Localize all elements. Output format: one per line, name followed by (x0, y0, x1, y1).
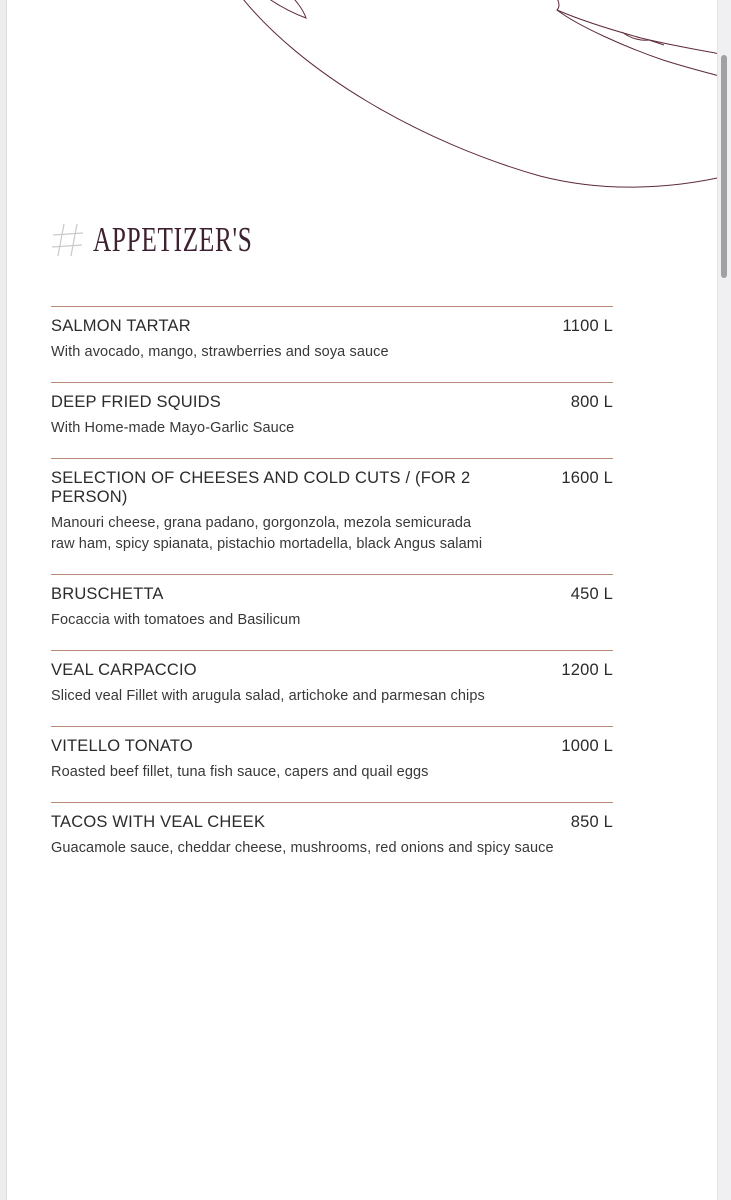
menu-item-tacos-veal-cheek (51, 802, 613, 878)
item-price: 800 L (570, 393, 613, 411)
menu-item-salmon-tartar (51, 306, 613, 382)
page-left-edge (0, 0, 7, 1200)
section-header (51, 216, 613, 259)
scrollbar-thumb[interactable] (721, 55, 727, 278)
menu-content (51, 0, 613, 878)
menu-item-bruschetta (51, 574, 613, 650)
item-description: With avocado, mango, strawberries and soya sauce (51, 344, 389, 360)
plate-detail (622, 32, 664, 45)
item-name: SELECTION OF CHEESES AND COLD CUTS / (FOR 2 PERSON) (51, 469, 471, 506)
item-price: 1100 L (562, 317, 613, 335)
item-price: 1000 L (561, 737, 613, 755)
item-description: Focaccia with tomatoes and Basilicum (51, 612, 301, 628)
item-description: Roasted beef fillet, tuna fish sauce, capers and quail eggs (51, 764, 429, 780)
item-description: Sliced veal Fillet with arugula salad, artichoke and parmesan chips (51, 688, 485, 704)
item-price: 450 L (570, 585, 613, 603)
item-description: Guacamole sauce, cheddar cheese, mushrooms, red onions and spicy sauce (51, 840, 554, 856)
hash-icon (51, 222, 85, 258)
menu-list (51, 306, 613, 878)
menu-item-vitello-tonato (51, 726, 613, 802)
item-name: TACOS WITH VEAL CHEEK (51, 813, 266, 831)
item-description-line2: raw ham, spicy spianata, pistachio mortadella, black Angus salami (51, 536, 483, 552)
page-title: APPETIZER'S (93, 220, 253, 259)
item-description: With Home-made Mayo-Garlic Sauce (51, 420, 295, 436)
item-price: 1200 L (561, 661, 613, 679)
menu-item-deep-fried-squids (51, 382, 613, 458)
item-name: SALMON TARTAR (51, 317, 191, 335)
scrollbar-track[interactable] (717, 0, 731, 1200)
item-description: Manouri cheese, grana padano, gorgonzola, mezola semicurada (51, 515, 472, 531)
item-price: 850 L (570, 813, 613, 831)
item-name: BRUSCHETTA (51, 585, 164, 603)
item-price: 1600 L (561, 469, 613, 487)
item-name: VITELLO TONATO (51, 737, 193, 755)
item-name: VEAL CARPACCIO (51, 661, 197, 679)
item-name: DEEP FRIED SQUIDS (51, 393, 221, 411)
menu-item-veal-carpaccio (51, 650, 613, 726)
menu-item-cheese-cold-cuts (51, 458, 613, 574)
